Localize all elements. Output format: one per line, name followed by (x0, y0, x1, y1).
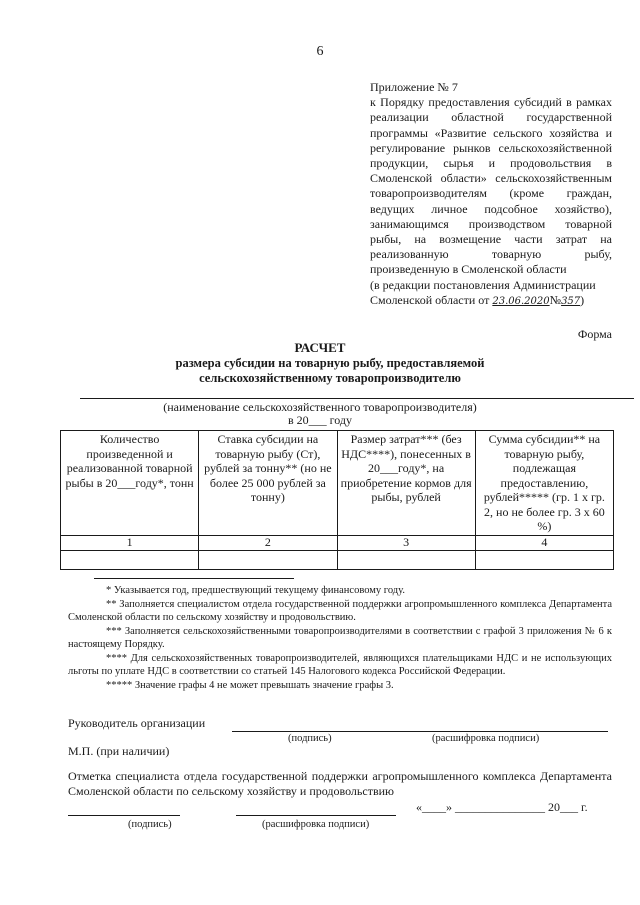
date-field[interactable]: «____» _______________ 20___ г. (416, 800, 588, 814)
data-cell-1[interactable] (61, 551, 199, 570)
year-caption: в 20___ году (287, 413, 353, 427)
specialist-mark: Отметка специалиста отдела государственной поддержки агропромышленного комплекса Департамента Смоленской области по сельскому хозяйству и продовольствию (68, 769, 612, 798)
footnote-4: **** Для сельскохозяйственных товаропроизводителей, являющихся плательщиками НДС и не использующих льготы по уплате НДС в соответствии со статьей 145 Налогового кодекса Российской Федерации. (68, 652, 612, 677)
header-col-2: Ставка субсидии на товарную рыбу (Ст), рублей за тонну** (но не более 25 000 рублей за тонну) (199, 431, 337, 536)
mp-label: М.П. (при наличии) (68, 744, 170, 758)
data-cell-3[interactable] (337, 551, 475, 570)
podpis-caption: (подпись) (288, 733, 332, 744)
table-data-row (61, 551, 614, 570)
table-number-row (61, 536, 614, 551)
footnote-3: *** Заполняется сельскохозяйственными товаропроизводителями в соответствии с графой 3 приложения № 6 к настоящему Порядку. (68, 625, 612, 650)
name-caption: (наименование сельскохозяйственного товаропроизводителя) (163, 400, 477, 414)
appendix-edition (370, 278, 612, 309)
document-subtitle: размера субсидии на товарную рыбу, предоставляемой сельскохозяйственному товаропроизводителю (175, 356, 485, 385)
appendix-heading: Приложение № 7 (370, 80, 458, 94)
signature-line-1[interactable] (232, 731, 608, 732)
signature-line-2[interactable] (68, 815, 180, 816)
appendix-block (370, 80, 612, 309)
rasshifrovka-caption: (расшифровка подписи) (432, 733, 540, 744)
col-number-4: 4 (475, 536, 613, 551)
header-col-1: Количество произведенной и реализованной товарной рыбы в 20___году*, тонн (61, 431, 199, 536)
appendix-edition-text: (в редакции постановления Администрации Смоленской области от (370, 277, 596, 307)
closing-paren: ) (580, 292, 585, 307)
handwritten-number: 357 (561, 295, 581, 307)
head-label: Руководитель организации (68, 716, 206, 730)
footnotes (68, 584, 612, 692)
appendix-text: к Порядку предоставления субсидий в рамках реализации областной государственной программы «Развитие сельского хозяйства и регулирование рынков сельскохозяйственной продукции, сырья и продовольствия в Смоленской области» сельскохозяйственным товаропроизводителям (кроме граждан, ведущих личное подсобное хозяйство), занимающимся производством товарной рыбы, на возмещение части затрат на реализованную товарную рыбу, произведенную в Смоленской области (370, 95, 612, 277)
podpis-caption-2: (подпись) (128, 819, 172, 830)
data-cell-4[interactable] (475, 551, 613, 570)
col-number-3: 3 (337, 536, 475, 551)
footnote-5: ***** Значение графы 4 не может превышать значение графы 3. (106, 679, 394, 691)
col-number-2: 2 (199, 536, 337, 551)
footnote-separator (94, 578, 294, 579)
footnote-1: * Указывается год, предшествующий текущему финансовому году. (106, 585, 405, 596)
header-col-4: Сумма субсидии** на товарную рыбу, подлежащая предоставлению, рублей***** (гр. 1 х гр. 2, но не более гр. 3 х 60 %) (475, 431, 613, 536)
table-header-row (61, 431, 614, 536)
signature-line-3[interactable] (236, 815, 396, 816)
handwritten-date: 23.06.2020 (492, 295, 550, 307)
number-sign: № (549, 292, 562, 307)
data-cell-2[interactable] (199, 551, 337, 570)
name-line (80, 398, 634, 399)
forma-label: Форма (577, 327, 612, 341)
document-title: РАСЧЕТ (294, 340, 346, 355)
header-col-3: Размер затрат*** (без НДС****), понесенных в 20___году*, на приобретение кормов для рыбы, рублей (337, 431, 475, 536)
page-number: 6 (316, 44, 324, 59)
calculation-table (60, 430, 614, 570)
rasshifrovka-caption-2: (расшифровка подписи) (262, 819, 370, 830)
col-number-1: 1 (61, 536, 199, 551)
footnote-2: ** Заполняется специалистом отдела государственной поддержки агропромышленного комплекса Департамента Смоленской области по сельскому хозяйству и продовольствию. (68, 598, 612, 623)
